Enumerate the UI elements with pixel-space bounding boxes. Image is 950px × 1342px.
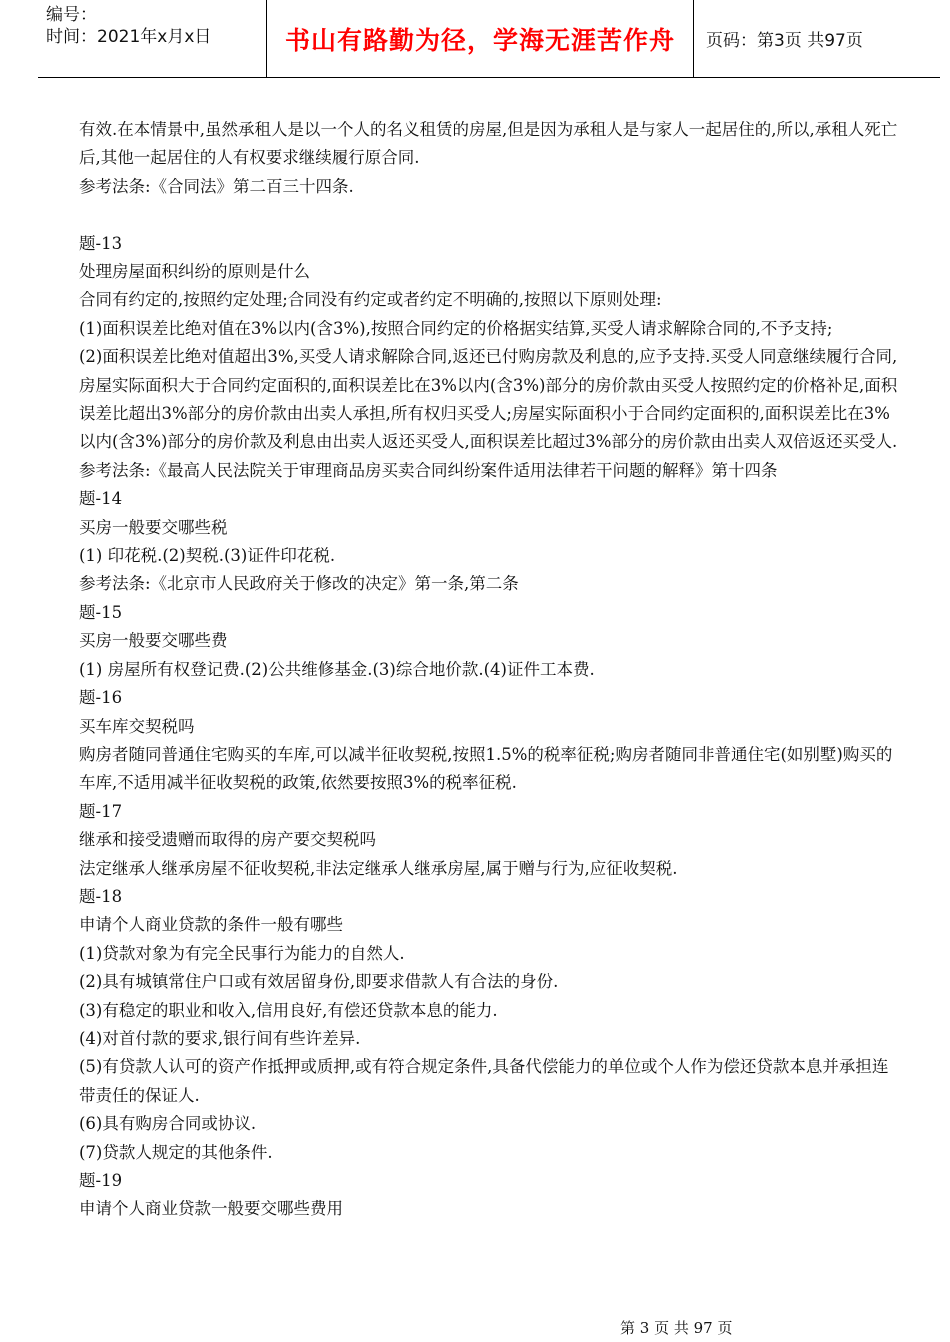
answer-text: 法定继承人继承房屋不征收契税,非法定继承人继承房屋,属于赠与行为,应征收契税. bbox=[79, 858, 678, 878]
question-title: 题-14 bbox=[79, 489, 123, 509]
answer-text: (1)面积误差比绝对值在3%以内(含3%),按照合同约定的价格据实结算,买受人请求解除合同的,不予支持; bbox=[79, 318, 833, 338]
page-footer: 第 3 页 共 97 页 bbox=[620, 1319, 733, 1337]
question-text: 申请个人商业贷款的条件一般有哪些 bbox=[79, 915, 343, 935]
question-title: 题-15 bbox=[79, 602, 123, 622]
question-title: 题-16 bbox=[79, 688, 123, 708]
question-text: 申请个人商业贷款一般要交哪些费用 bbox=[79, 1199, 343, 1219]
question-text: 买车库交契税吗 bbox=[79, 716, 195, 736]
header-motto: 书山有路勤为径，学海无涯苦作舟 bbox=[267, 0, 694, 77]
answer-text: (7)贷款人规定的其他条件. bbox=[79, 1142, 273, 1162]
page-header bbox=[38, 0, 940, 78]
question-text: 买房一般要交哪些费 bbox=[79, 631, 228, 651]
paragraph: 有效.在本情景中,虽然承租人是以一个人的名义租赁的房屋,但是因为承租人是与家人一起居住的,所以,承租人死亡后,其他一起居住的人有权要求继续履行原合同. bbox=[79, 120, 898, 168]
answer-text: (1)贷款对象为有完全民事行为能力的自然人. bbox=[79, 943, 405, 963]
reference-line: 参考法条:《北京市人民政府关于修改的决定》第一条,第二条 bbox=[79, 574, 519, 594]
answer-text: (2)具有城镇常住户口或有效居留身份,即要求借款人有合法的身份. bbox=[79, 972, 559, 992]
question-title: 题-13 bbox=[79, 233, 123, 253]
document-body bbox=[79, 116, 901, 1224]
question-title: 题-19 bbox=[79, 1171, 123, 1191]
reference-line: 参考法条:《最高人民法院关于审理商品房买卖合同纠纷案件适用法律若干问题的解释》第十四条 bbox=[79, 460, 778, 480]
serial-label: 编号： bbox=[46, 5, 97, 25]
reference-line: 参考法条:《合同法》第二百三十四条. bbox=[79, 176, 354, 196]
question-title: 题-17 bbox=[79, 801, 123, 821]
answer-text: 合同有约定的,按照约定处理;合同没有约定或者约定不明确的,按照以下原则处理: bbox=[79, 290, 662, 310]
answer-text: (3)有稳定的职业和收入,信用良好,有偿还贷款本息的能力. bbox=[79, 1000, 498, 1020]
question-text: 继承和接受遗赠而取得的房产要交契税吗 bbox=[79, 830, 376, 850]
answer-text: (1) 印花税.(2)契税.(3)证件印花税. bbox=[79, 546, 336, 566]
header-meta bbox=[38, 0, 267, 77]
answer-text: (5)有贷款人认可的资产作抵押或质押,或有符合规定条件,具备代偿能力的单位或个人作为偿还贷款本息并承担连带责任的保证人. bbox=[79, 1057, 889, 1105]
answer-text: (2)面积误差比绝对值超出3%,买受人请求解除合同,返还已付购房款及利息的,应予支持.买受人同意继续履行合同,房屋实际面积大于合同约定面积的,面积误差比在3%以内(含3%)部分的房价款由买受人按照约定的价格补足,面积误差比超出3%部分的房价款由出卖人承担,所有权归买受人;房屋实际面积小于合同约定面积的,面积误差比在3%以内(含3%)部分的房价款及利息由出卖人返还买受人,面积误差比超过3%部分的房价款由出卖人双倍返还买受人. bbox=[79, 347, 898, 452]
question-text: 处理房屋面积纠纷的原则是什么 bbox=[79, 262, 310, 282]
blank-line bbox=[79, 201, 901, 229]
question-text: 买房一般要交哪些税 bbox=[79, 517, 228, 537]
header-page-info: 页码：第3页 共97页 bbox=[706, 31, 863, 51]
answer-text: (6)具有购房合同或协议. bbox=[79, 1114, 257, 1134]
answer-text: 购房者随同普通住宅购买的车库,可以减半征收契税,按照1.5%的税率征税;购房者随同非普通住宅(如别墅)购买的车库,不适用减半征收契税的政策,依然要按照3%的税率征税. bbox=[79, 744, 893, 793]
answer-text: (1) 房屋所有权登记费.(2)公共维修基金.(3)综合地价款.(4)证件工本费. bbox=[79, 659, 595, 679]
question-title: 题-18 bbox=[79, 886, 123, 906]
time-label: 时间：2021年x月x日 bbox=[46, 27, 212, 47]
answer-text: (4)对首付款的要求,银行间有些许差异. bbox=[79, 1028, 361, 1048]
